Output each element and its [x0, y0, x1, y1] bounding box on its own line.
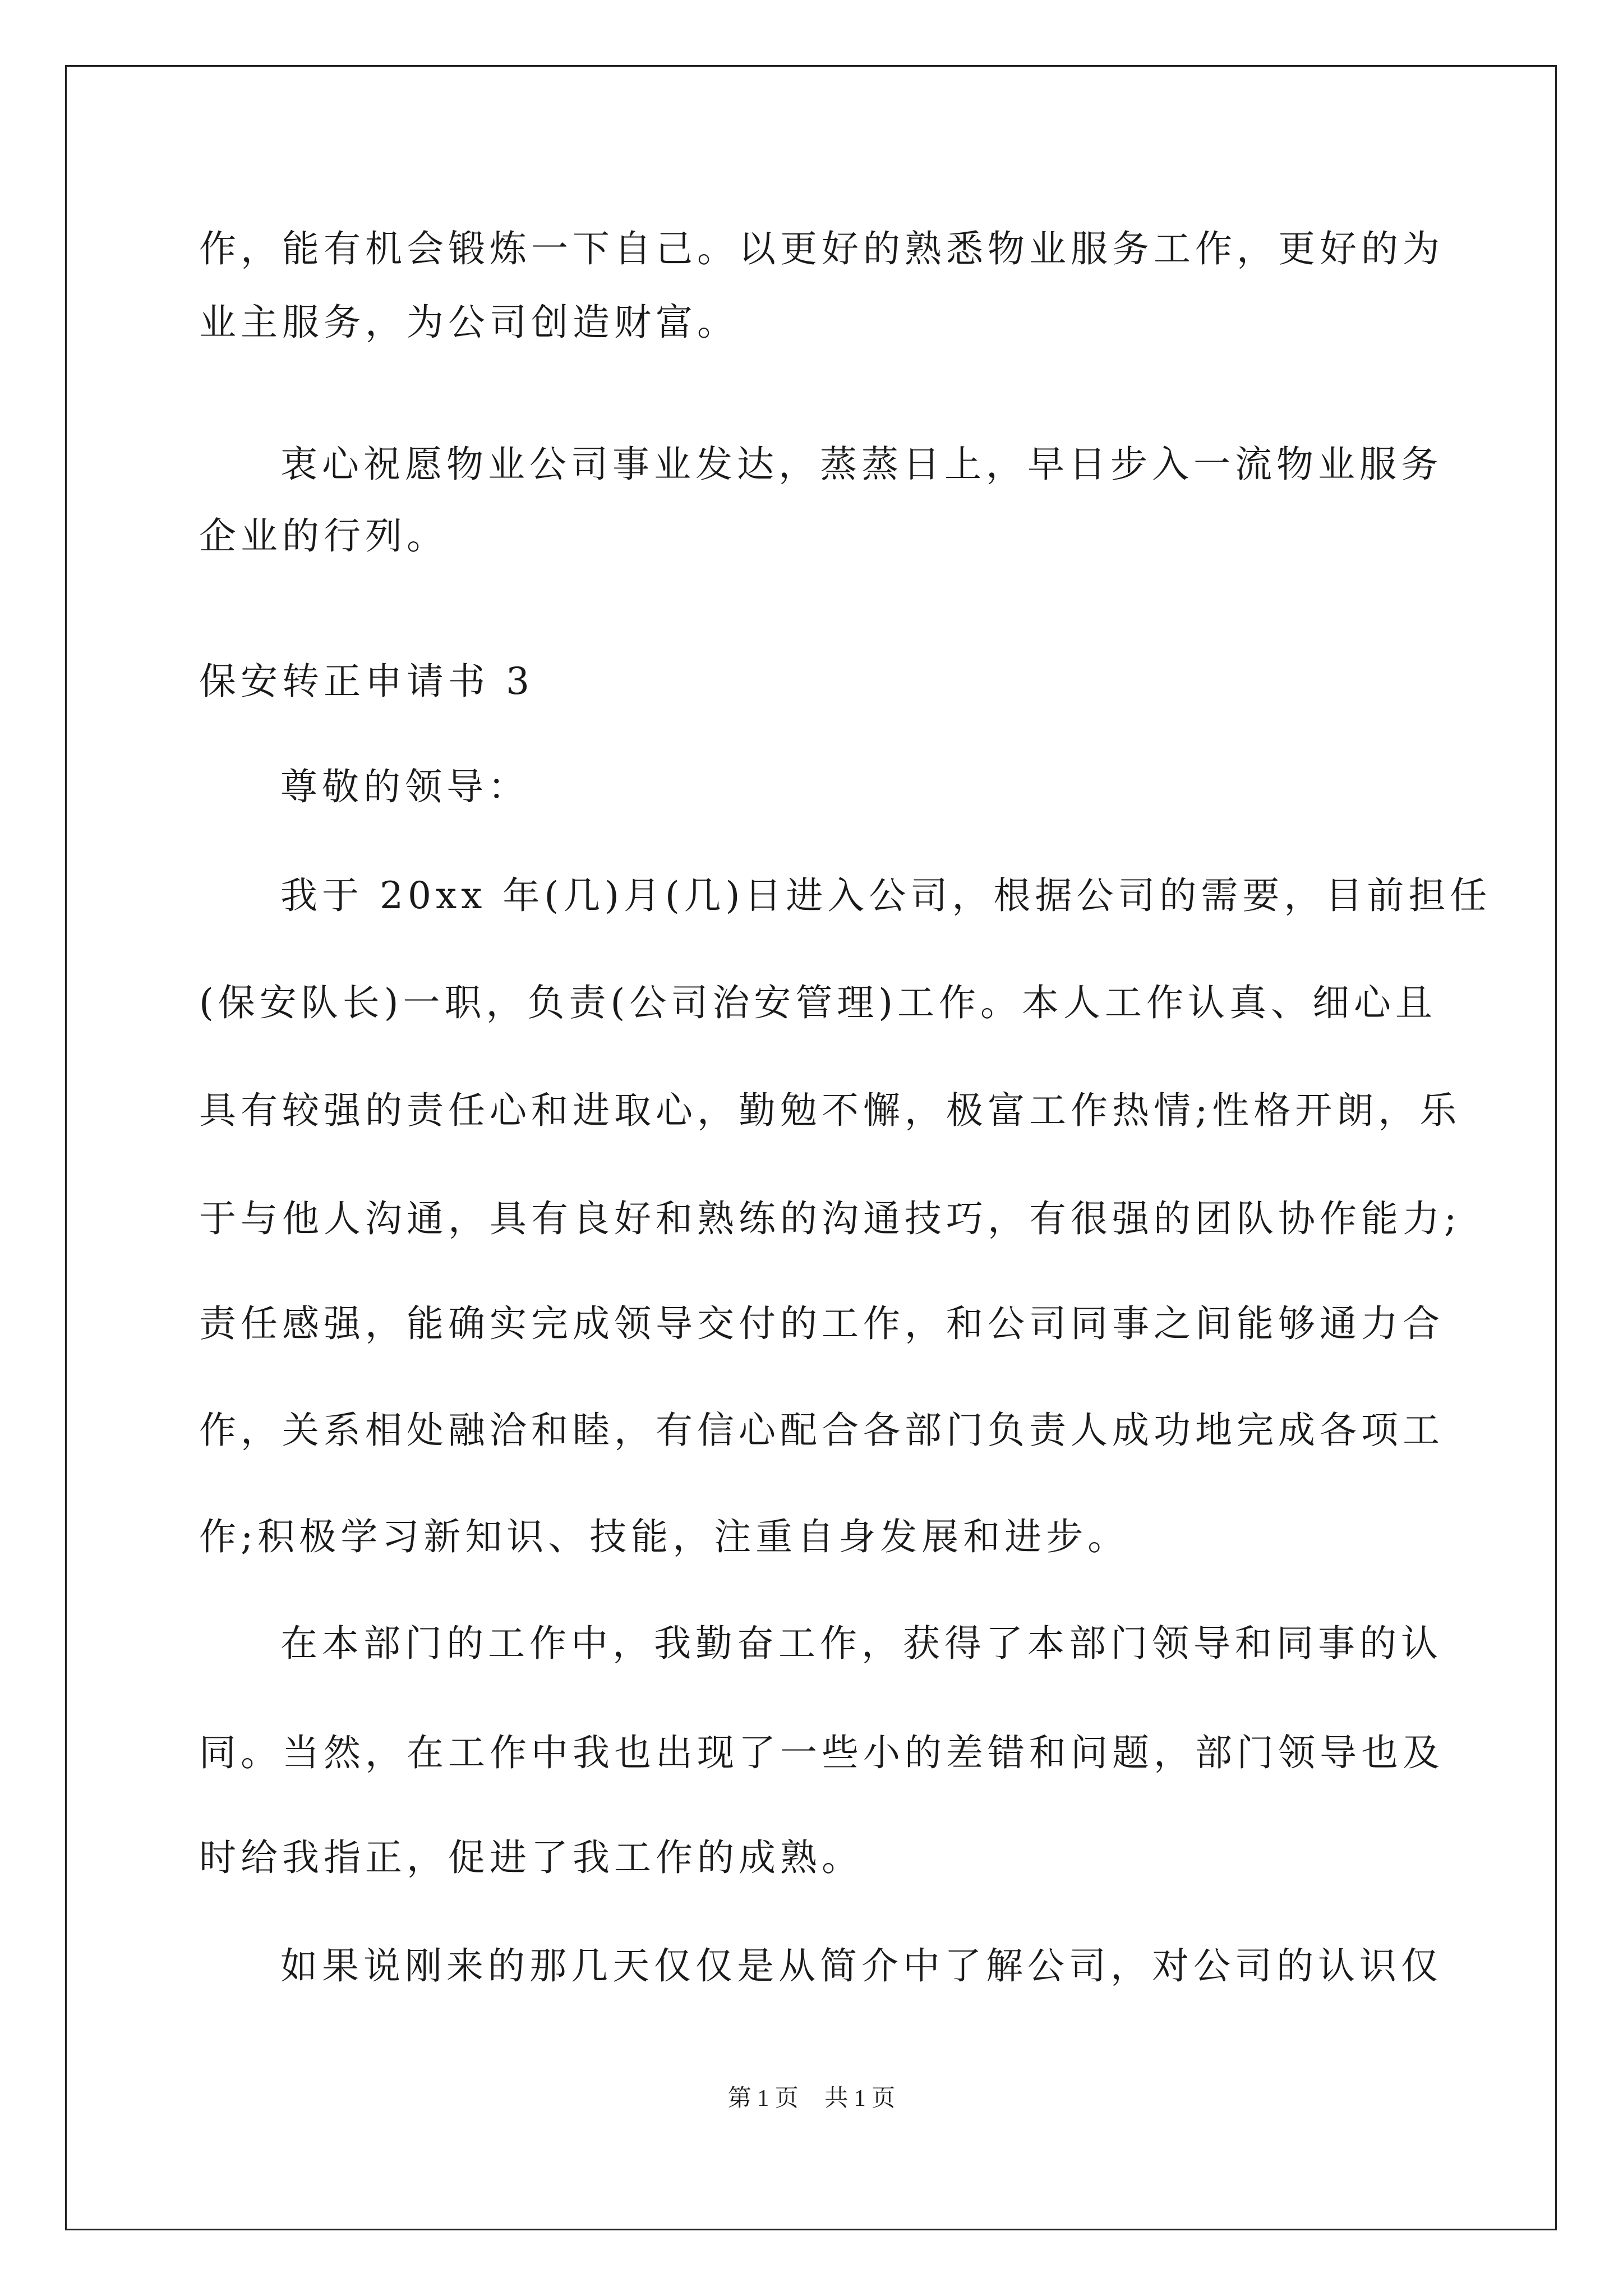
salutation: 尊敬的领导： [280, 765, 529, 808]
paragraph-line: 在本部门的工作中，我勤奋工作，获得了本部门领导和同事的认 [280, 1622, 1442, 1665]
paragraph-line: 时给我指正，促进了我工作的成熟。 [199, 1836, 863, 1879]
page-total: 共 1 页 [824, 2086, 896, 2111]
paragraph-line: 衷心祝愿物业公司事业发达，蒸蒸日上，早日步入一流物业服务 [280, 443, 1442, 486]
section-heading: 保安转正申请书 3 [199, 660, 534, 703]
paragraph-line: 作，能有机会锻炼一下自己。以更好的熟悉物业服务工作，更好的为 [199, 227, 1444, 270]
paragraph-line: 同。当然，在工作中我也出现了一些小的差错和问题，部门领导也及 [199, 1731, 1444, 1774]
paragraph-line: 于与他人沟通，具有良好和熟练的沟通技巧，有很强的团队协作能力; [199, 1197, 1461, 1240]
page-number: 第 1 页 [727, 2086, 799, 2111]
paragraph-line: (保安队长)一职，负责(公司治安管理)工作。本人工作认真、细心且 [199, 981, 1437, 1024]
page-border [65, 65, 1557, 2230]
paragraph-line: 具有较强的责任心和进取心，勤勉不懈，极富工作热情;性格开朗，乐 [199, 1089, 1461, 1132]
paragraph-line: 责任感强，能确实完成领导交付的工作，和公司同事之间能够通力合 [199, 1302, 1444, 1345]
paragraph-line: 业主服务，为公司创造财富。 [199, 301, 739, 344]
page-footer [0, 2084, 1623, 2113]
paragraph-line: 我于 20xx 年(几)月(几)日进入公司，根据公司的需要，目前担任 [280, 874, 1492, 917]
paragraph-line: 如果说刚来的那几天仅仅是从简介中了解公司，对公司的认识仅 [280, 1944, 1442, 1987]
paragraph-line: 作;积极学习新知识、技能，注重自身发展和进步。 [199, 1515, 1129, 1558]
paragraph-line: 作，关系相处融洽和睦，有信心配合各部门负责人成功地完成各项工 [199, 1409, 1444, 1452]
paragraph-line: 企业的行列。 [199, 514, 448, 558]
